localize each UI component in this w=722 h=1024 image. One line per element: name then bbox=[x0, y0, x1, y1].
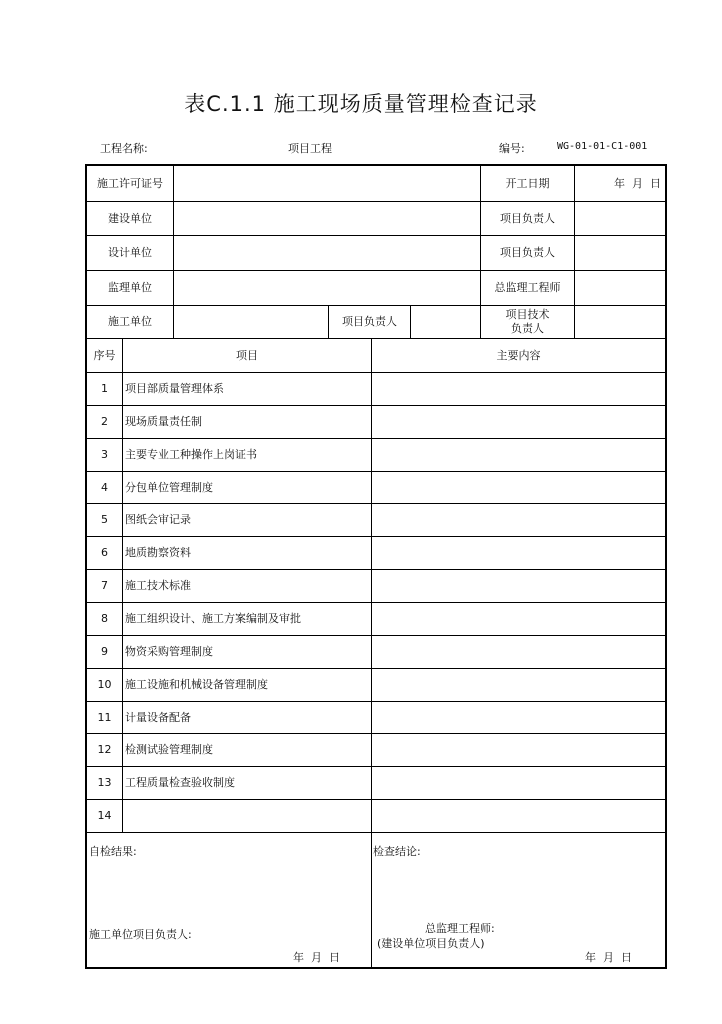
builder-manager-value bbox=[574, 201, 665, 235]
permit-label: 施工许可证号 bbox=[97, 176, 163, 190]
row-number: 12 bbox=[87, 733, 122, 766]
row-number: 3 bbox=[87, 438, 122, 471]
row-content bbox=[371, 602, 665, 635]
left-sign-date: 年 月 日 bbox=[293, 951, 340, 964]
row-number: 4 bbox=[87, 471, 122, 503]
row-number: 5 bbox=[87, 503, 122, 536]
self-check-label: 自检结果: bbox=[89, 845, 137, 858]
row-number: 2 bbox=[87, 405, 122, 438]
row-item: 施工设施和机械设备管理制度 bbox=[122, 668, 371, 701]
row-item bbox=[122, 799, 371, 832]
record-table bbox=[85, 164, 667, 969]
row-content bbox=[371, 668, 665, 701]
row-content bbox=[371, 405, 665, 438]
project-name-value: 项目工程 bbox=[288, 142, 332, 155]
row-number: 6 bbox=[87, 536, 122, 569]
row-number: 10 bbox=[87, 668, 122, 701]
designer-label: 设计单位 bbox=[87, 235, 173, 270]
designer-value bbox=[173, 235, 480, 270]
number-label: 编号: bbox=[499, 142, 525, 155]
permit-value bbox=[173, 166, 480, 201]
constructor-label: 施工单位 bbox=[87, 305, 173, 338]
row-content bbox=[371, 536, 665, 569]
row-content bbox=[371, 503, 665, 536]
builder-sign-note: (建设单位项目负责人) bbox=[377, 937, 485, 950]
project-name-label: 工程名称: bbox=[100, 142, 148, 155]
row-content bbox=[371, 635, 665, 668]
footer-divider bbox=[371, 833, 372, 968]
supervisor-label: 监理单位 bbox=[87, 270, 173, 305]
row-item: 物资采购管理制度 bbox=[122, 635, 371, 668]
builder-manager-label: 项目负责人 bbox=[480, 201, 574, 235]
designer-manager-value bbox=[574, 235, 665, 270]
chief-supervisor-label: 总监理工程师 bbox=[480, 270, 574, 305]
chief-supervisor-value bbox=[574, 270, 665, 305]
row-item: 图纸会审记录 bbox=[122, 503, 371, 536]
row-item: 施工技术标准 bbox=[122, 569, 371, 602]
row-item: 施工组织设计、施工方案编制及审批 bbox=[122, 602, 371, 635]
row-item: 分包单位管理制度 bbox=[122, 471, 371, 503]
number-value: WG-01-01-C1-001 bbox=[557, 141, 648, 152]
row-number: 1 bbox=[87, 372, 122, 405]
row-item: 工程质量检查验收制度 bbox=[122, 766, 371, 799]
row-content bbox=[371, 569, 665, 602]
row-content bbox=[371, 438, 665, 471]
row-item: 项目部质量管理体系 bbox=[122, 372, 371, 405]
row-number: 8 bbox=[87, 602, 122, 635]
row-number: 9 bbox=[87, 635, 122, 668]
constructor-manager-value bbox=[410, 305, 480, 338]
start-date-value: 年 月 日 bbox=[574, 166, 665, 201]
row-number: 14 bbox=[87, 799, 122, 832]
row-content bbox=[371, 766, 665, 799]
row-content bbox=[371, 733, 665, 766]
check-conclusion-label: 检查结论: bbox=[373, 845, 421, 858]
tech-manager-value bbox=[574, 305, 665, 338]
supervisor-value bbox=[173, 270, 480, 305]
chief-supervisor-sign-label: 总监理工程师: bbox=[425, 922, 495, 935]
column-header-no: 序号 bbox=[87, 338, 122, 372]
constructor-sign-label: 施工单位项目负责人: bbox=[89, 928, 192, 941]
row-item: 现场质量责任制 bbox=[122, 405, 371, 438]
row-content bbox=[371, 372, 665, 405]
column-header-item: 项目 bbox=[122, 338, 371, 372]
constructor-value bbox=[173, 305, 328, 338]
row-item: 主要专业工种操作上岗证书 bbox=[122, 438, 371, 471]
row-number: 7 bbox=[87, 569, 122, 602]
row-content bbox=[371, 799, 665, 832]
column-header-content: 主要内容 bbox=[371, 338, 665, 372]
constructor-manager-label: 项目负责人 bbox=[328, 305, 410, 338]
builder-label: 建设单位 bbox=[87, 201, 173, 235]
row-number: 11 bbox=[87, 701, 122, 733]
tech-manager-label: 项目技术 负责人 bbox=[480, 305, 574, 338]
row-item: 检测试验管理制度 bbox=[122, 733, 371, 766]
footer-section bbox=[87, 832, 665, 968]
row-content bbox=[371, 471, 665, 503]
right-sign-date: 年 月 日 bbox=[585, 951, 632, 964]
designer-manager-label: 项目负责人 bbox=[480, 235, 574, 270]
row-item: 计量设备配备 bbox=[122, 701, 371, 733]
row-number: 13 bbox=[87, 766, 122, 799]
row-content bbox=[371, 701, 665, 733]
builder-value bbox=[173, 201, 480, 235]
row-item: 地质勘察资料 bbox=[122, 536, 371, 569]
page-title: 表C.1.1 施工现场质量管理检查记录 bbox=[184, 92, 538, 116]
start-date-label: 开工日期 bbox=[480, 166, 574, 201]
